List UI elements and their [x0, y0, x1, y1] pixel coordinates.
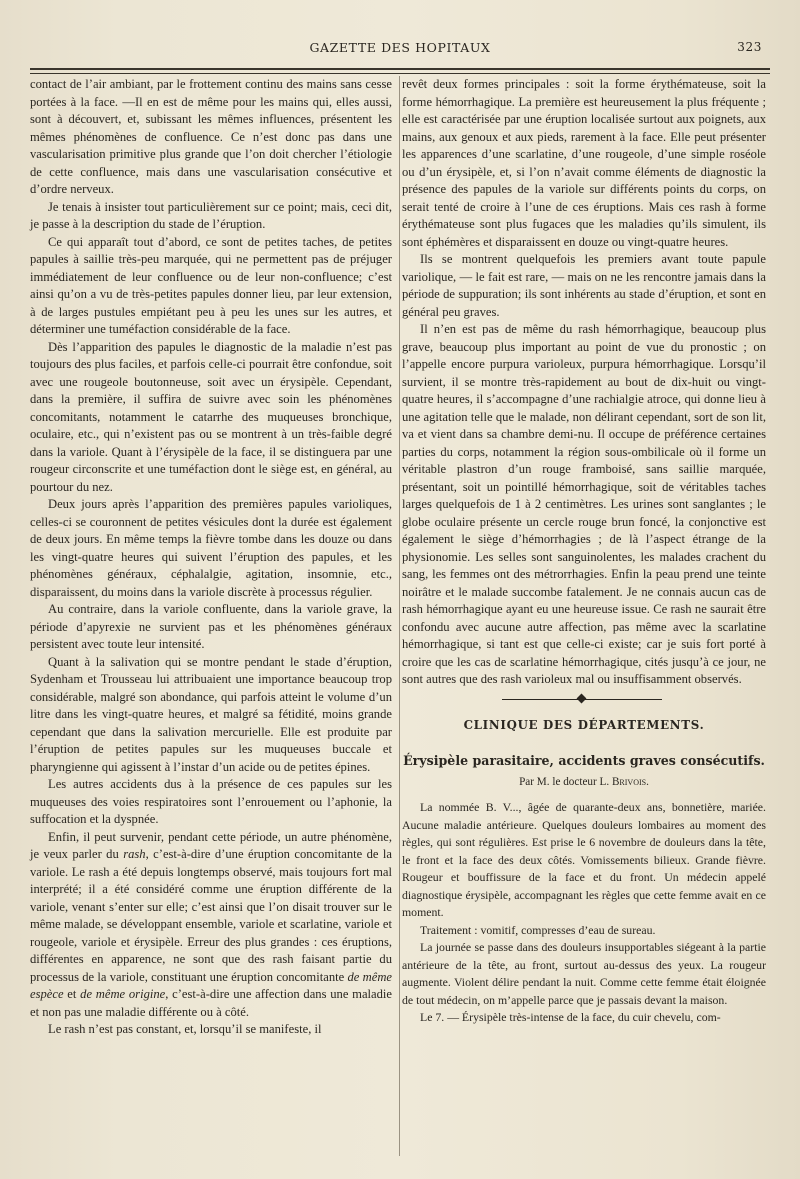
- italic-term: de même origine: [80, 987, 166, 1001]
- paragraph: Quant à la salivation qui se montre pendant le stade d’éruption, Sydenham et Trousseau lui attribuaient une importance beaucoup trop considérable, malgré son abondance, qui parfois atteint le volume d’un litre dans les vingt-quatre heures, et malgré sa fétidité, moins grande cependant que dans la salivation mercurielle. Elle est produite par l’éruption de petites papules sur les muqueuses buccale et pharyngienne qui agissent à l’instar d’un acide ou de petites épines.: [30, 654, 392, 774]
- text-run: Enfin, il peut survenir, pendant cette période, un autre phénomène, je veux parler du: [30, 829, 392, 861]
- paragraph: revêt deux formes principales : soit la forme érythémateuse, soit la forme hémorrhagique. La première est heureusement la plus fréquente ; elle est caractérisée par une éruption localisée surtout aux poignets, aux mains, aux genoux et aux pieds, rarement à la face. Elle peut présenter les apparences d’une scarlatine, d’une rougeole, d’une simple roséole ou d’un érysipèle, et, si l’on n’avait comme éléments de diagnostic la présence des papules de la variole sur différents points du corps, on serait tenté de croire à l’une de ces éruptions. Mais ces rash à forme érythémateuse sont plus fugaces que les maladies qu’ils simulent, ils sont éphémères et disparaissent en douze ou vingt-quatre heures.: [402, 77, 766, 249]
- author-suffix: .: [646, 775, 649, 788]
- article-title: Érysipèle parasitaire, accidents graves consécutifs.: [403, 753, 765, 768]
- section-ornament: [402, 693, 766, 707]
- paragraph: Il n’en est pas de même du rash hémorrhagique, beaucoup plus grave, beaucoup plus important au point de vue du pronostic ; on l’appelle encore purpura varioleux, purpura hémorrhagique. Lorsqu’il survient, il se montre très-rapidement au bout de dix-huit ou vingt-quatre heures, il s’accompagne d’une rachialgie atroce, qui donne lieu à une agitation telle que le malade, non délirant cependant, sort de son lit, va et vient dans sa chambre demi-nu. Il occupe de préférence certaines parties du corps, notamment la région sous-ombilicale où il forme un véritable plastron d’un rouge framboisé, sans saillie marquée, présentant, soit un pointillé hémorrhagique, soit de véritables taches larges quelquefois de 1 à 2 centimètres. Les urines sont sanglantes ; le globe oculaire présente un cercle rouge brun foncé, la conjonctive est également le siège d’hémorrhagies ; de là l’aspect étrange de la physionomie. Les selles sont sanguinolentes, les malades crachent du sang, les femmes ont des métrorrhagies. Enfin la peau prend une teinte noirâtre et le malade succombe fatalement. Je ne connais aucun cas de rash hémorrhagique ayant eu une heureuse issue. Ce rash ne saurait être confondu avec aucune autre affection, pas même avec la scarlatine hémorrhagique, si tant est que celle-ci existe; car je suis fort porté à croire que les cas de scarlatine hémorrhagique, cités jusqu’à ce jour, ne sont autres que des rash varioleux mal ou insuffisamment observés.: [402, 322, 766, 686]
- case-paragraph: Traitement : vomitif, compresses d’eau de sureau.: [420, 922, 656, 937]
- page-number: 323: [737, 40, 762, 54]
- author-name: L. Brivois: [599, 775, 647, 788]
- paragraph: Deux jours après l’apparition des premières papules varioliques, celles-ci se couronnent de petites vésicules dont la durée est également de deux jours. En même temps la fièvre tombe dans les douze ou dans les vingt-quatre heures qui suivent l’éruption des papules, et les phénomènes généraux, céphalalgie, agitation, insomnie, etc., disparaissent, du moins dans la variole discrète à processus régulier.: [30, 497, 392, 599]
- paragraph: contact de l’air ambiant, par le frottement continu des mains sans cesse portées à la face. —Il en est de même pour les mains qui, elles aussi, sont à découvert, et, subissant les mêmes influences, présentent les mêmes phénomènes de confluence. Ce n’est donc pas dans une vascularisation primitive plus grande que l’on doit chercher l’étiologie de cette confluence, mais dans une vascularisation consécutive et d’ordre nerveux.: [30, 77, 392, 196]
- paragraph: Ce qui apparaît tout d’abord, ce sont de petites taches, de petites papules à saillie très-peu marquée, qui ne permettent pas de préjuger immédiatement de leur confluence ou de leur non-confluence; c’est ainsi qu’on a vu de très-petites papules donner lieu, par leur extension, à de larges pustules empiétant peu à peu les unes sur les autres, et déterminer une tuméfaction considérable de la face.: [30, 234, 392, 336]
- case-paragraph: La journée se passe dans des douleurs insupportables siégeant à la partie antérieure de la tête, au front, surtout au-dessus des yeux. La rougeur augmente. Violent délire pendant la nuit. Comme cette femme était éloignée de tout médecin, on m’appelle parce que je passais devant la maison.: [402, 940, 766, 1007]
- italic-term: de même espèce: [30, 969, 393, 1001]
- paragraph: Les autres accidents dus à la présence de ces papules sur les muqueuses des voies respiratoires sont l’enrouement ou l’aphonie, la suffocation et la dyspnée.: [30, 777, 392, 826]
- text-run: , c’est-à-dire d’une éruption concomitante de la variole. Le rash a été depuis longtemps observé, mais toujours fort mal interprété; il a été considéré comme une éruption différente de la variole, venant s’enter sur elle; c’est ainsi que l’on disait trouver sur le même malade, se développant ensemble, variole et scarlatine, variole et rougeole, variole et érysipèle. Erreur des plus grandes : ces éruptions, différentes en apparence, ne sont que des rash faisant partie du processus de la variole, constituant une éruption concomitante: [30, 847, 393, 984]
- paragraph: Le rash n’est pas constant, et, lorsqu’il se manifeste, il: [48, 1022, 322, 1036]
- diamond-icon: [577, 693, 587, 703]
- case-paragraph: Le 7. — Érysipèle très-intense de la face, du cuir chevelu, com-: [420, 1010, 721, 1024]
- section-title: CLINIQUE DES DÉPARTEMENTS.: [463, 717, 705, 732]
- header-rule: [30, 68, 770, 70]
- paragraph: Je tenais à insister tout particulièrement sur ce point; mais, ceci dit, je passe à la description du stade de l’éruption.: [30, 199, 392, 231]
- right-column: [402, 76, 766, 1027]
- journal-title: GAZETTE DES HOPITAUX: [309, 40, 491, 55]
- paragraph: Ils se montrent quelquefois les premiers avant toute papule variolique, — le fait est rare, — mais on ne les rencontre jamais dans la période de suppuration; ils sont inhérents au stade d’éruption, et sont en général peu graves.: [402, 252, 766, 319]
- page-header: [30, 36, 770, 56]
- text-run: et: [63, 987, 81, 1001]
- paragraph-rash: [30, 829, 392, 1022]
- case-paragraph: La nommée B. V..., âgée de quarante-deux ans, bonnetière, mariée. Aucune maladie antérieure. Quelques douleurs lombaires au moment des règles, qui sont régulières. Est prise le 6 novembre de douleurs dans la tête, le front et la face des deux côtés. Vomissements bilieux. Grande fièvre. Rougeur et bouffissure de la face et du front. Un médecin appelé diagnostique érysipèle, accompagnant les règles que cette femme avait en ce moment.: [402, 800, 766, 919]
- italic-term: rash: [123, 847, 146, 861]
- text-run: , c’est-à-dire une affection dans une maladie et non pas une maladie différente ou à côté.: [30, 987, 393, 1019]
- header-rule-thin: [30, 73, 770, 74]
- author-prefix: Par M. le docteur: [519, 775, 600, 788]
- paragraph: Dès l’apparition des papules le diagnostic de la maladie n’est pas toujours des plus faciles, et parfois celle-ci pourrait être confondue, soit avec une rougeole boutonneuse, soit avec un érysipèle. Cependant, dans la première, il suffira de suivre avec soin les phénomènes concomitants, notamment le catarrhe des muqueuses bronchique, oculaire, etc., qui n’existent pas ou se montrent à un très-faible degré dans la variole. Quant à l’érysipèle de la face, il se distinguera par une rougeur circonscrite et une tuméfaction dont le siège est, en général, au pourtour du nez.: [30, 339, 392, 494]
- column-divider: [399, 76, 400, 1156]
- paragraph: Au contraire, dans la variole confluente, dans la variole grave, la période d’apyrexie ne survient pas et les phénomènes généraux persistent avec toute leur intensité.: [30, 602, 392, 651]
- article-author: [402, 774, 766, 792]
- left-column: [30, 76, 392, 1039]
